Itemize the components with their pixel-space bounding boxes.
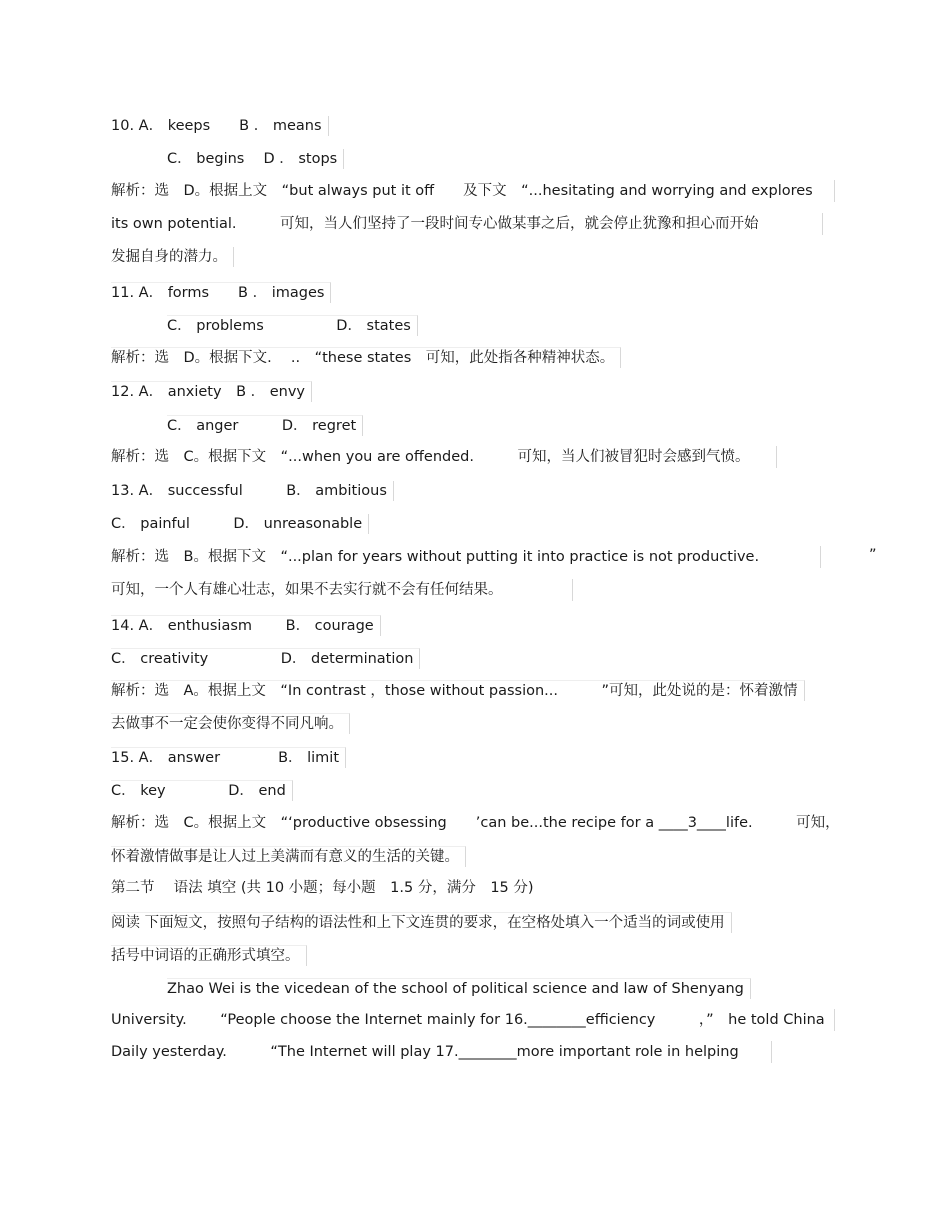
instructions-line-1: 阅读 下面短文，按照句子结构的语法性和上下文连贯的要求，在空格处填入一个适当的词或使用: [111, 912, 732, 933]
column-marker: [834, 1009, 835, 1031]
explanation-13-line-1: 解析：选 B。根据下文 “...plan for years without putting it into practice is not productive.: [111, 549, 760, 565]
column-marker: [834, 180, 835, 202]
question-11-options-cd: C． problems D． states: [167, 315, 418, 336]
section-2-heading: 第二节 语法 填空 (共 10 小题；每小题 1.5 分，满分 15 分): [111, 880, 534, 896]
question-13-options-ab: 13. A． successful B． ambitious: [111, 481, 394, 501]
column-marker: [776, 446, 777, 468]
explanation-10-line-2: its own potential. 可知，当人们坚持了一段时间专心做某事之后，就会停止犹豫和担心而开始: [111, 216, 759, 232]
passage-line-1: Zhao Wei is the vicedean of the school of political science and law of Shenyang: [167, 978, 751, 999]
column-marker: [771, 1041, 772, 1063]
column-marker: [822, 213, 823, 235]
question-14-options-cd: C． creativity D． determination: [111, 648, 420, 669]
explanation-10-line-1: 解析：选 D。根据上文 “but always put it off 及下文 “...hesitating and worrying and explores: [111, 183, 813, 199]
question-15-options-ab: 15. A． answer B． limit: [111, 747, 346, 768]
explanation-15-line-1: 解析：选 C。根据上文 “‘productive obsessing ’can be...the recipe for a ____3____life. 可知，: [111, 815, 840, 831]
question-12-options-cd: C． anger D． regret: [167, 415, 363, 436]
question-13-options-cd: C． painful D． unreasonable: [111, 514, 369, 534]
explanation-12: 解析：选 C。根据下文 “...when you are offended. 可知，当人们被冒犯时会感到气愤。: [111, 449, 750, 465]
explanation-15-line-2: 怀着激情做事是让人过上美满而有意义的生活的关键。: [111, 846, 466, 867]
explanation-10-line-3: 发掘自身的潜力。: [111, 247, 234, 267]
question-12-options-ab: 12. A． anxiety B ． envy: [111, 381, 312, 402]
passage-line-2: University. “People choose the Internet mainly for 16.________efficiency ，” he told China: [111, 1012, 825, 1028]
explanation-14-line-1: 解析：选 A。根据上文 “In contrast ，those without passion... ”可知，此处说的是：怀着激情: [111, 680, 805, 701]
question-15-options-cd: C． key D． end: [111, 780, 293, 801]
explanation-13-closing-quote: ”: [869, 547, 877, 563]
explanation-14-line-2: 去做事不一定会使你变得不同凡响。: [111, 713, 350, 734]
question-11-options-ab: 11. A． forms B ． images: [111, 282, 331, 303]
question-10-options-ab: 10. A． keeps B ． means: [111, 116, 329, 136]
explanation-13-line-2: 可知，一个人有雄心壮志，如果不去实行就不会有任何结果。: [111, 582, 503, 598]
question-10-options-cd: C． begins D ． stops: [167, 149, 344, 169]
column-marker: [820, 546, 821, 568]
explanation-11: 解析：选 D。根据下文. .. “these states 可知，此处指各种精神状态。: [111, 347, 621, 368]
instructions-line-2: 括号中词语的正确形式填空。: [111, 945, 307, 966]
passage-line-3: Daily yesterday. “The Internet will play 17.________more important role in helping: [111, 1044, 739, 1060]
column-marker: [572, 579, 573, 601]
question-14-options-ab: 14. A． enthusiasm B． courage: [111, 615, 381, 636]
